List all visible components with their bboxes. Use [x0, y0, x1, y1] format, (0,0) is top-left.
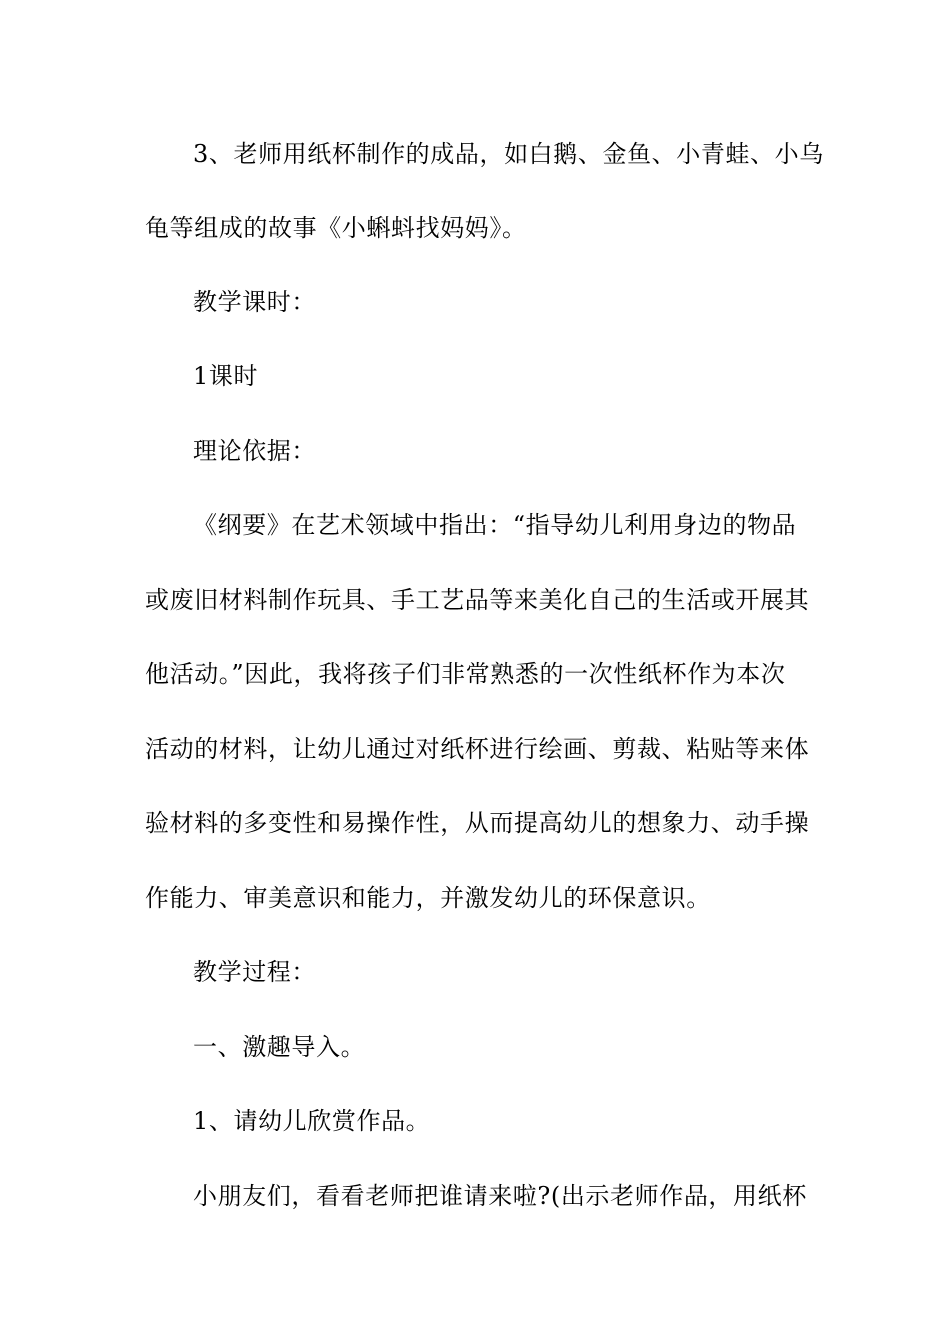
text-line: 或废旧材料制作玩具、手工艺品等来美化自己的生活或开展其: [145, 586, 810, 614]
text-line: 活动的材料，让幼儿通过对纸杯进行绘画、剪裁、粘贴等来体: [145, 735, 810, 763]
section-heading: 理论依据：: [193, 437, 316, 465]
text-line: 龟等组成的故事《小蝌蚪找妈妈》。: [145, 214, 527, 242]
text-line: 作能力、审美意识和能力，并激发幼儿的环保意识。: [145, 884, 711, 912]
text-line: 一、激趣导入。: [193, 1033, 366, 1061]
text-line: 《纲要》在艺术领域中指出：“指导幼儿利用身边的物品: [193, 511, 797, 539]
section-heading: 教学过程：: [193, 958, 316, 986]
text-line: 1、请幼儿欣赏作品。: [193, 1107, 431, 1135]
text-line: 验材料的多变性和易操作性，从而提高幼儿的想象力、动手操: [145, 809, 810, 837]
text-line: 1课时: [193, 362, 259, 390]
text-line: 3、老师用纸杯制作的成品，如白鹅、金鱼、小青蛙、小乌: [193, 140, 824, 168]
text-line: 小朋友们，看看老师把谁请来啦?(出示老师作品，用纸杯: [193, 1182, 807, 1210]
section-heading: 教学课时：: [193, 288, 316, 316]
text-line: 他活动。”因此，我将孩子们非常熟悉的一次性纸杯作为本次: [145, 660, 786, 688]
